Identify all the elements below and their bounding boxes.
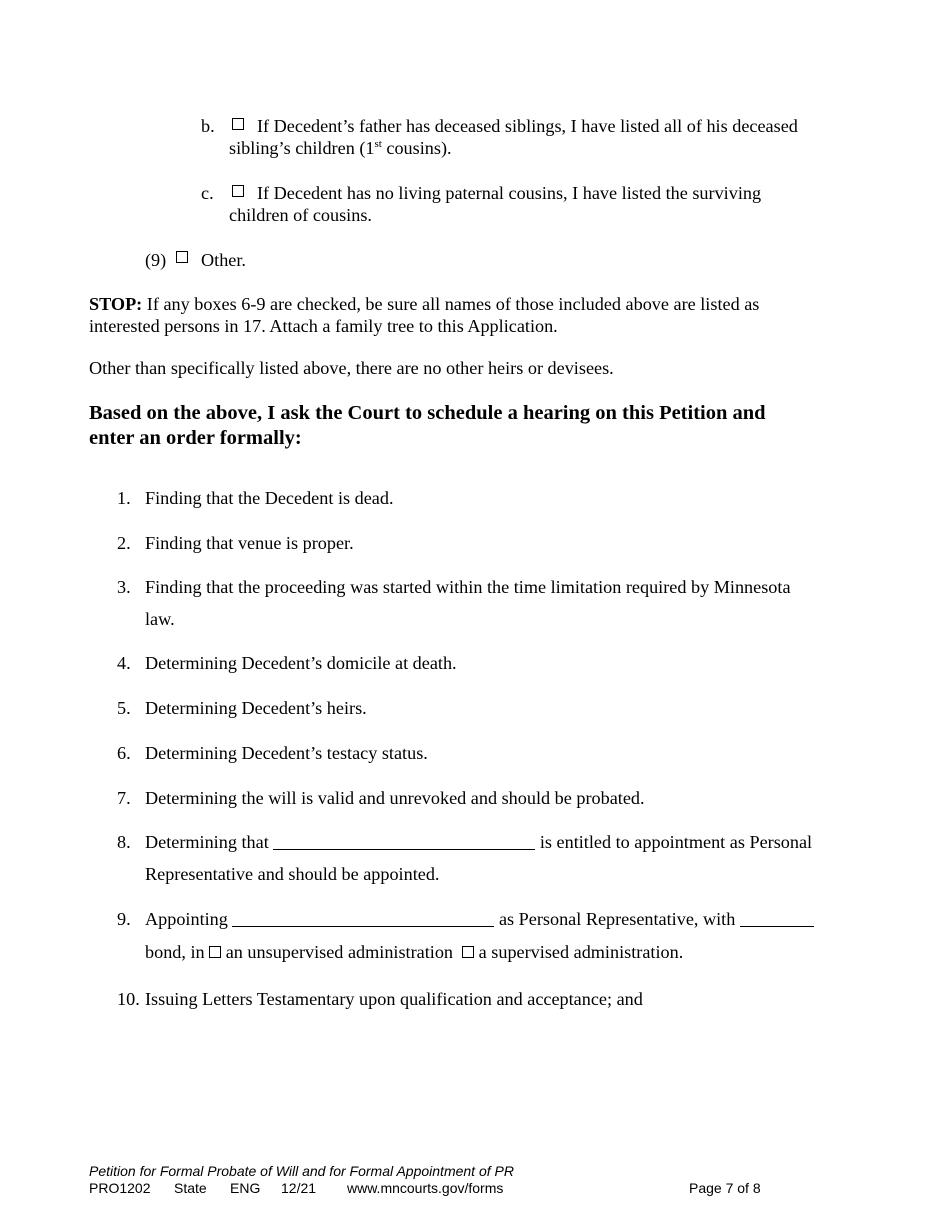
sub-item-text: If Decedent’s father has deceased siblings, I have listed all of his deceased xyxy=(257,116,798,136)
heading-line-cont: enter an order formally: xyxy=(89,427,302,449)
representative-name-blank[interactable] xyxy=(273,834,535,850)
footer-revision: 12/21 xyxy=(281,1180,317,1196)
sub-item-letter: c. xyxy=(201,183,214,203)
list-item-text: Appointing as Personal Representative, with xyxy=(145,910,814,928)
stop-label: STOP: xyxy=(89,294,143,314)
heading-line: Based on the above, I ask the Court to schedule a hearing on this Petition and xyxy=(89,402,766,424)
list-item-text-cont: law. xyxy=(145,609,175,629)
list-item-text: Determining the will is valid and unrevoked and should be probated. xyxy=(145,788,645,808)
list-item-text: Determining Decedent’s heirs. xyxy=(145,698,367,718)
list-item-number: 5. xyxy=(117,698,131,718)
sub-item-text-cont: children of cousins. xyxy=(229,205,372,225)
list-item-text: Determining that is entitled to appointment as Personal xyxy=(145,832,813,852)
footer-page-number: Page 7 of 8 xyxy=(689,1180,761,1196)
list-item-text-cont: bond, in an unsupervised administration a supervised administration. xyxy=(145,942,684,962)
appointee-name-blank[interactable] xyxy=(232,911,494,927)
list-item-number: 1. xyxy=(117,488,131,508)
footer-form-id: PRO1202 xyxy=(89,1180,151,1196)
footer-form-title: Petition for Formal Probate of Will and for Formal Appointment of PR xyxy=(89,1163,514,1179)
list-item-number: 9. xyxy=(117,909,131,929)
list-item-number: 4. xyxy=(117,653,131,673)
sub-item-text-cont: sibling’s children (1st cousins). xyxy=(229,138,452,158)
list-item-text: Issuing Letters Testamentary upon qualification and acceptance; and xyxy=(145,989,643,1009)
other-item-text: Other. xyxy=(201,250,246,270)
list-item-text: Finding that venue is proper. xyxy=(145,533,354,553)
checkbox[interactable] xyxy=(232,118,244,130)
footer-language: ENG xyxy=(230,1180,261,1196)
list-item-text: Determining Decedent’s domicile at death. xyxy=(145,653,457,673)
list-item-text-cont: Representative and should be appointed. xyxy=(145,864,440,884)
no-other-heirs-statement: Other than specifically listed above, there are no other heirs or devisees. xyxy=(89,358,614,378)
list-item-number: 10. xyxy=(117,989,140,1009)
bond-amount-blank[interactable] xyxy=(740,911,814,927)
footer-jurisdiction: State xyxy=(174,1180,207,1196)
other-item-label: (9) xyxy=(145,250,167,270)
list-item-number: 7. xyxy=(117,788,131,808)
list-item-number: 2. xyxy=(117,533,131,553)
checkbox[interactable] xyxy=(176,251,188,263)
sub-item-letter: b. xyxy=(201,116,215,136)
supervised-checkbox[interactable] xyxy=(462,946,474,958)
list-item-text: Determining Decedent’s testacy status. xyxy=(145,743,428,763)
list-item-text: Finding that the Decedent is dead. xyxy=(145,488,394,508)
unsupervised-checkbox[interactable] xyxy=(209,946,221,958)
sub-item-text: If Decedent has no living paternal cousins, I have listed the surviving xyxy=(257,183,762,203)
stop-note-line-cont: interested persons in 17. Attach a family tree to this Application. xyxy=(89,316,558,336)
list-item-number: 6. xyxy=(117,743,131,763)
checkbox[interactable] xyxy=(232,185,244,197)
list-item-number: 8. xyxy=(117,832,131,852)
footer-website[interactable]: www.mncourts.gov/forms xyxy=(347,1180,504,1196)
list-item-number: 3. xyxy=(117,577,131,597)
list-item-text: Finding that the proceeding was started within the time limitation required by Minnesota xyxy=(145,577,791,597)
stop-note-line: STOP: If any boxes 6-9 are checked, be sure all names of those included above are listed as xyxy=(89,294,760,314)
